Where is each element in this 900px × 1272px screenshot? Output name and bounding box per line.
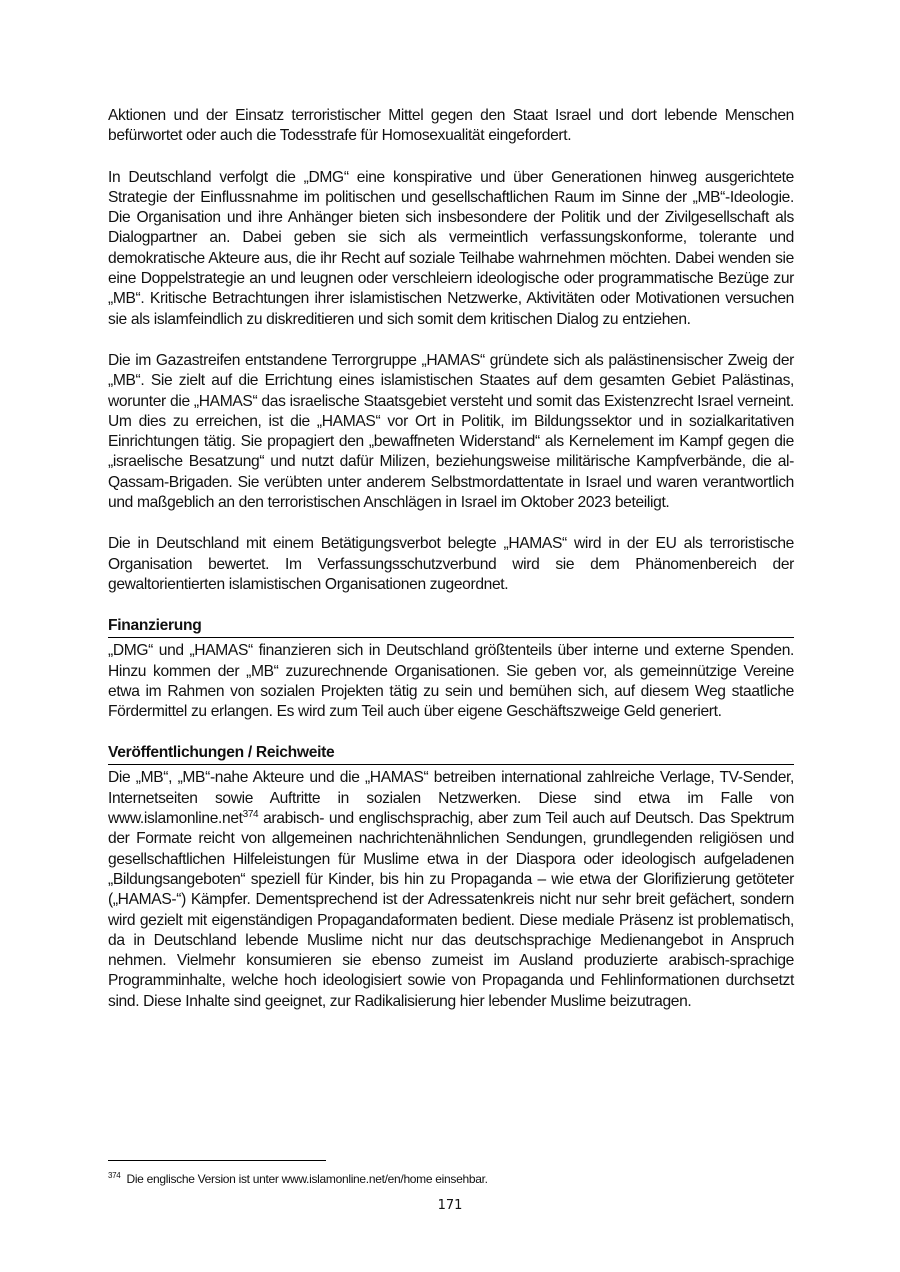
paragraph-veroeffentlichungen: [108, 768, 794, 1012]
footnote-reference[interactable]: 374: [242, 808, 259, 820]
heading-veroeffentlichungen: Veröffentlichungen / Reichweite: [108, 743, 794, 765]
paragraph-2: In Deutschland verfolgt die „DMG“ eine konspirative und über Generationen hinweg ausgerichtete Strategie der Einflussnahme im politischen und gesellschaftlichen Raum im Sinne der „MB“-Ideologie. Die Organisation und ihre Anhänger bieten sich insbesondere der Politik und der Zivilgesellschaft als Dialogpartner an. Dabei geben sie sich als vermeintlich verfassungskonforme, tolerante und demokratische Akteure aus, die ihr Recht auf soziale Teilhabe wahrnehmen möchten. Dabei wenden sie eine Doppelstrategie an und leugnen oder verschleiern ideologische oder programmatische Bezüge zur „MB“. Kritische Betrachtungen ihrer islamistischen Netzwerke, Aktivitäten oder Motivationen versuchen sie als islamfeindlich zu diskreditieren und sich somit dem kritischen Dialog zu entziehen.: [108, 168, 794, 328]
footnote-separator: [108, 1160, 326, 1161]
footnote-text: Die englische Version ist unter www.islamonline.net/en/home einsehbar.: [126, 1172, 488, 1186]
paragraph-4: Die in Deutschland mit einem Betätigungsverbot belegte „HAMAS“ wird in der EU als terroristische Organisation bewertet. Im Verfassungsschutzverbund wird sie dem Phänomenbereich der gewaltorientierten islamistischen Organisationen zugeordnet.: [108, 535, 794, 593]
paragraph-veroeffentlichungen-part1: Die „MB“, „MB“-nahe Akteure und die „HAMAS“ betreiben international zahlreiche Verlage, TV-Sender, Internetseiten sowie Auftritte in sozialen Netzwerken. Diese sind etwa im Falle von www.islamonline.net: [108, 769, 794, 828]
footnote: [108, 1168, 488, 1187]
paragraph-veroeffentlichungen-part2: arabisch- und englischsprachig, aber zum Teil auch auf Deutsch. Das Spektrum der Formate reicht von allgemeinen nachrichtenähnlichen Sendungen, grundlegenden religiösen und gesellschaftlichen Hilfeleistungen für Muslime etwa in der Diaspora oder ideologisch aufgeladenen „Bildungsangeboten“ speziell für Kinder, bis hin zu Propaganda – wie etwa der Glorifizierung getöteter („HAMAS-“) Kämpfer. Dementsprechend ist der Adressatenkreis nicht nur sehr breit gefächert, sondern wird gezielt mit eigenständigen Propagandaformaten bedient. Diese mediale Präsenz ist problematisch, da in Deutschland lebende Muslime nicht nur das deutschsprachige Medienangebot in Anspruch nehmen. Vielmehr konsumieren sie ebenso zumeist im Ausland produzierte arabisch-sprachige Programminhalte, welche hoch ideologisiert sowie von Propaganda und Fehlinformationen durchsetzt sind. Diese Inhalte sind geeignet, zur Radikalisierung hier lebender Muslime beizutragen.: [108, 810, 794, 1010]
heading-finanzierung: Finanzierung: [108, 616, 794, 638]
page-number: 171: [437, 1198, 463, 1213]
footnote-number: 374: [108, 1171, 121, 1180]
paragraph-finanzierung: „DMG“ und „HAMAS“ finanzieren sich in Deutschland größtenteils über interne und externe Spenden. Hinzu kommen der „MB“ zuzurechnende Organisationen. Sie geben vor, als gemeinnützige Vereine etwa im Rahmen von sozialen Projekten tätig zu sein und bemühen sich, auf diesem Weg staatliche Fördermittel zu erlangen. Es wird zum Teil auch über eigene Geschäftszweige Geld generiert.: [108, 642, 794, 721]
paragraph-3: Die im Gazastreifen entstandene Terrorgruppe „HAMAS“ gründete sich als palästinensischer Zweig der „MB“. Sie zielt auf die Errichtung eines islamistischen Staates auf dem gesamten Gebiet Palästinas, worunter die „HAMAS“ das israelische Staatsgebiet versteht und somit das Existenzrecht Israel verneint. Um dies zu erreichen, ist die „HAMAS“ vor Ort in Politik, im Bildungssektor und in sozialkaritativen Einrichtungen tätig. Sie propagiert den „bewaffneten Widerstand“ als Kernelement im Kampf gegen die „israelische Besatzung“ und nutzt dafür Milizen, beziehungsweise militärische Kampfverbände, die al-Qassam-Brigaden. Sie verübten unter anderem Selbstmordattentate in Israel und waren verantwortlich und maßgeblich an den terroristischen Anschlägen in Israel im Oktober 2023 beteiligt.: [108, 351, 794, 512]
paragraph-1: Aktionen und der Einsatz terroristischer Mittel gegen den Staat Israel und dort lebende Menschen befürwortet oder auch die Todesstrafe für Homosexualität eingefordert.: [108, 107, 794, 145]
page-body: [108, 106, 794, 1012]
